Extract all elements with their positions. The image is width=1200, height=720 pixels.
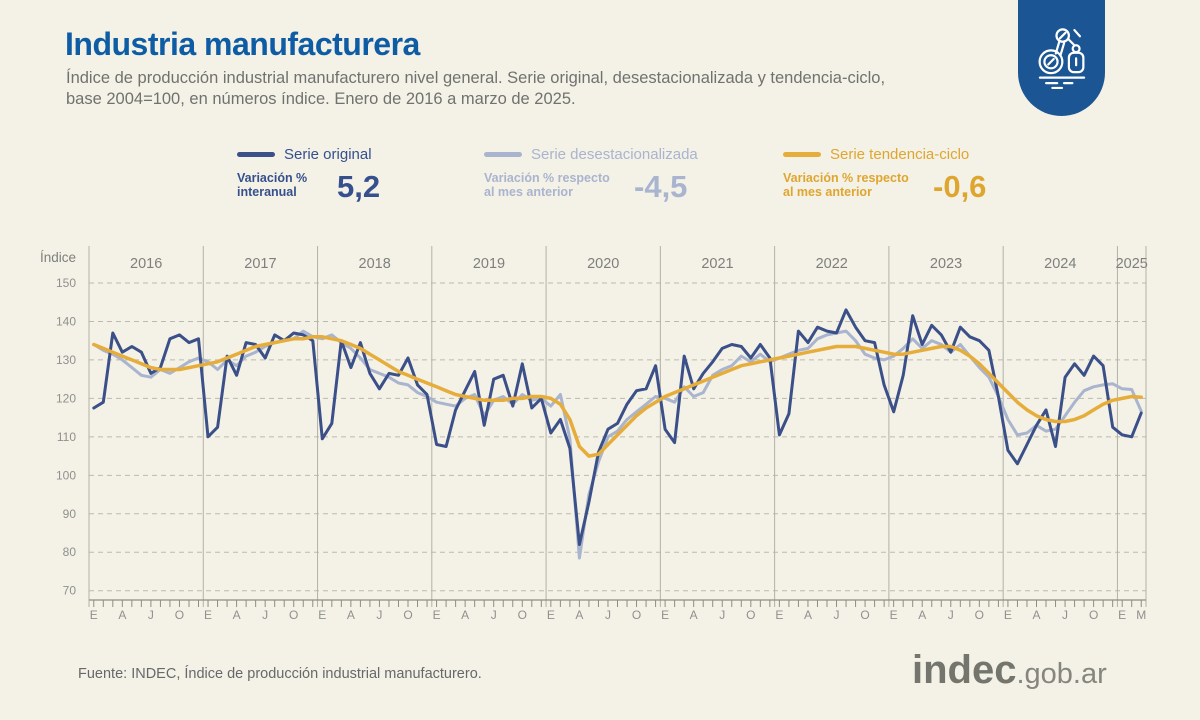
- legend-serie-original: [237, 146, 380, 205]
- svg-text:80: 80: [62, 545, 76, 560]
- svg-text:A: A: [1032, 608, 1041, 622]
- svg-text:2019: 2019: [472, 256, 506, 272]
- serie-original-swatch: [237, 152, 275, 157]
- svg-text:A: A: [461, 608, 470, 622]
- legend-serie-desestacionalizada: [484, 146, 698, 205]
- serie-desestacionalizada-label: Serie desestacionalizada: [531, 145, 698, 163]
- source-note: Fuente: INDEC, Índice de producción industrial manufacturero.: [78, 666, 482, 682]
- svg-text:A: A: [803, 608, 812, 622]
- svg-text:J: J: [833, 608, 840, 622]
- svg-text:E: E: [432, 608, 441, 622]
- legend-serie-tendencia-ciclo: [783, 146, 986, 205]
- svg-text:O: O: [746, 608, 756, 622]
- robotic-arm-icon: [1031, 0, 1093, 107]
- serie-desestacionalizada-metric: Variación % respecto al mes anterior: [484, 171, 610, 199]
- svg-text:110: 110: [56, 429, 76, 444]
- serie-desestacionalizada-value: -4,5: [634, 169, 688, 204]
- svg-text:O: O: [631, 608, 642, 622]
- svg-text:A: A: [689, 608, 698, 622]
- svg-text:150: 150: [55, 276, 76, 290]
- svg-text:J: J: [719, 608, 726, 622]
- svg-text:A: A: [918, 608, 927, 622]
- serie-tendencia-ciclo-value: -0,6: [933, 169, 987, 204]
- serie-original-metric: Variación % interanual: [237, 171, 308, 199]
- svg-text:A: A: [118, 608, 127, 622]
- subtitle-line-2: base 2004=100, en números índice. Enero de 2016 a marzo de 2025.: [66, 90, 576, 108]
- svg-text:2025: 2025: [1115, 256, 1148, 272]
- svg-text:E: E: [89, 608, 98, 622]
- svg-text:90: 90: [62, 506, 76, 521]
- svg-text:E: E: [1003, 608, 1012, 622]
- chart-canvas: [0, 246, 1200, 631]
- svg-text:J: J: [376, 608, 383, 622]
- serie-desestacionalizada-swatch: [484, 152, 522, 157]
- ipi-line-chart: [0, 246, 1200, 631]
- svg-text:E: E: [204, 608, 213, 622]
- svg-text:2021: 2021: [701, 256, 734, 272]
- svg-text:A: A: [232, 608, 241, 622]
- svg-text:140: 140: [55, 314, 76, 329]
- indec-logo-text: indec: [912, 648, 1017, 692]
- svg-text:J: J: [490, 608, 497, 622]
- svg-text:A: A: [575, 608, 584, 622]
- svg-text:2022: 2022: [815, 256, 848, 272]
- svg-text:O: O: [1088, 608, 1099, 622]
- svg-text:E: E: [775, 608, 784, 622]
- subtitle-line-1: Índice de producción industrial manufacturero nivel general. Serie original, desestacionalizada y tendencia-ciclo,: [66, 69, 886, 87]
- svg-text:2024: 2024: [1044, 256, 1077, 272]
- svg-text:J: J: [262, 608, 269, 622]
- indec-logo: [912, 648, 1107, 693]
- indec-logo-suffix: .gob.ar: [1016, 658, 1107, 690]
- svg-text:A: A: [346, 608, 355, 622]
- svg-text:2023: 2023: [929, 256, 963, 272]
- serie-tendencia-ciclo-label: Serie tendencia-ciclo: [830, 145, 970, 163]
- serie-tendencia-ciclo-metric: Variación % respecto al mes anterior: [783, 171, 909, 199]
- serie-original-value: 5,2: [337, 169, 381, 204]
- svg-text:120: 120: [55, 391, 76, 406]
- sector-badge: [1018, 0, 1105, 116]
- svg-text:J: J: [947, 608, 954, 622]
- serie-tendencia-ciclo-swatch: [783, 152, 821, 157]
- svg-text:2018: 2018: [358, 256, 391, 272]
- svg-text:E: E: [889, 608, 898, 622]
- svg-text:E: E: [661, 608, 670, 622]
- svg-text:70: 70: [62, 583, 76, 598]
- svg-text:2020: 2020: [587, 256, 620, 272]
- svg-text:O: O: [974, 608, 985, 622]
- svg-text:E: E: [1118, 608, 1127, 622]
- svg-text:M: M: [1136, 608, 1147, 622]
- svg-text:E: E: [546, 608, 555, 622]
- svg-text:O: O: [860, 608, 870, 622]
- svg-text:J: J: [147, 608, 154, 622]
- svg-text:J: J: [604, 608, 611, 622]
- svg-text:E: E: [318, 608, 327, 622]
- svg-text:2017: 2017: [244, 256, 277, 272]
- svg-text:100: 100: [55, 468, 76, 483]
- svg-text:130: 130: [55, 352, 76, 367]
- page-title: Industria manufacturera: [65, 26, 420, 62]
- svg-text:O: O: [174, 608, 185, 622]
- svg-text:2016: 2016: [130, 256, 163, 272]
- page-subtitle: [66, 68, 885, 110]
- svg-text:O: O: [289, 608, 299, 622]
- svg-text:O: O: [403, 608, 413, 622]
- svg-text:J: J: [1062, 608, 1069, 622]
- serie-original-label: Serie original: [284, 145, 372, 163]
- svg-text:O: O: [517, 608, 527, 622]
- svg-text:Índice: Índice: [39, 250, 76, 265]
